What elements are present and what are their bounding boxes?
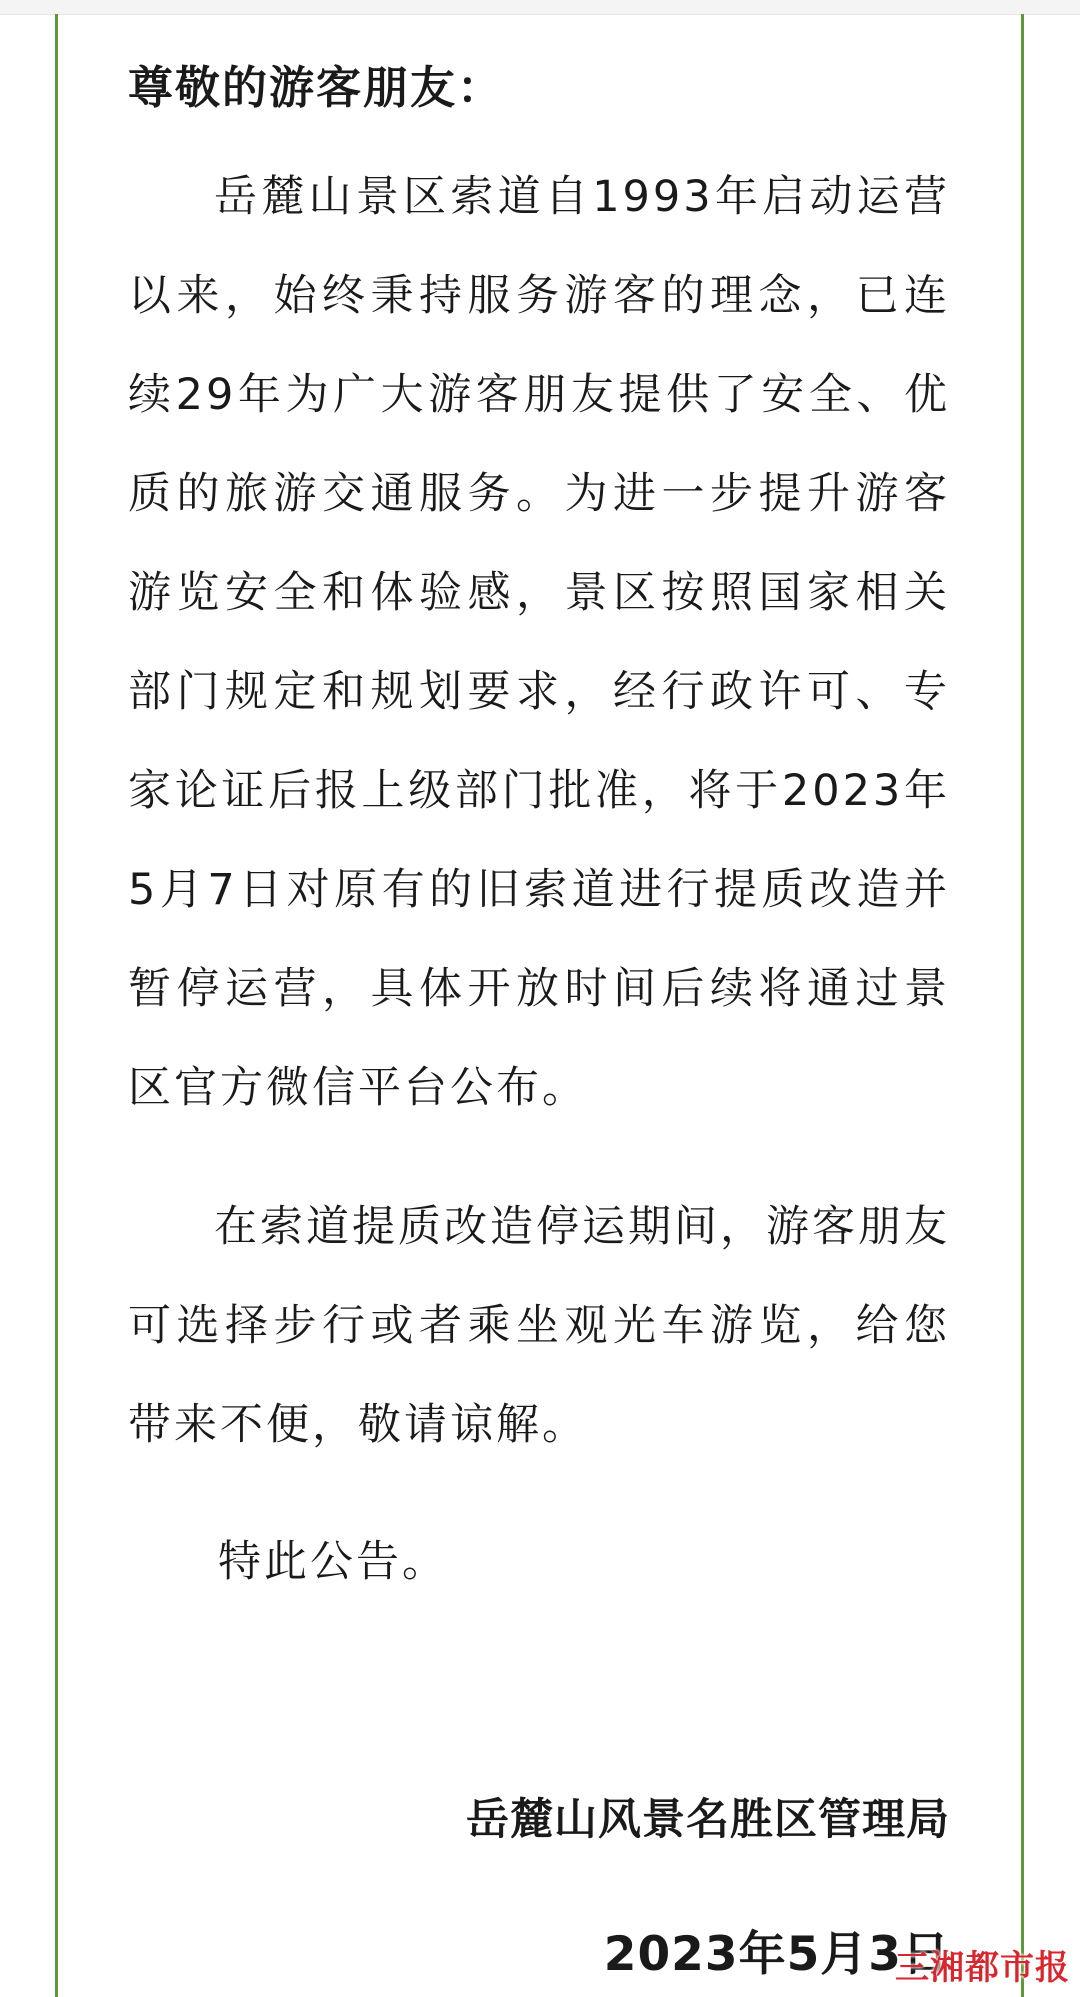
notice-paragraph-1: 岳麓山景区索道自1993年启动运营以来，始终秉持服务游客的理念，已连续29年为广大游客朋友提供了安全、优质的旅游交通服务。为进一步提升游客游览安全和体验感，景区按照国家相关部门规定和规划要求，经行政许可、专家论证后报上级部门批准，将于2023年5月7日对原有的旧索道进行提质改造并暂停运营，具体开放时间后续将通过景区官方微信平台公布。 — [128, 172, 950, 1113]
top-strip — [0, 0, 1080, 15]
right-frame-border — [1021, 14, 1024, 1997]
issuer-signature: 岳麓山风景名胜区管理局 — [466, 1795, 950, 1845]
notice-paragraph-2: 在索道提质改造停运期间，游客朋友可选择步行或者乘坐观光车游览，给您带来不便，敬请谅解。 — [128, 1202, 950, 1450]
left-frame-border — [55, 14, 58, 1997]
salutation: 尊敬的游客朋友： — [128, 61, 505, 114]
notice-date: 2023年5月3日 — [603, 1927, 950, 1982]
newspaper-watermark: 三湘都市报 — [895, 1948, 1070, 1988]
closing-line: 特此公告。 — [218, 1537, 448, 1587]
notice-document — [128, 48, 950, 1612]
